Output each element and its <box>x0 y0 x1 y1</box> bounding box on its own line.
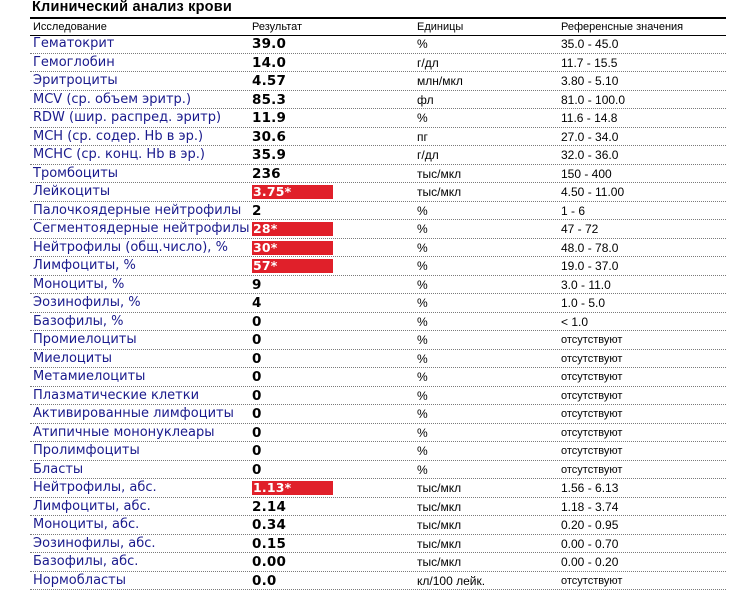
test-name: Лейкоциты <box>33 183 110 201</box>
test-name: MCH (ср. содер. Hb в эр.) <box>33 128 203 146</box>
test-name: Плазматические клетки <box>33 387 199 405</box>
report-title: Клинический анализ крови <box>32 0 232 15</box>
reference-range: отсутствуют <box>561 572 622 590</box>
table-row <box>30 128 726 147</box>
reference-range: 0.00 - 0.70 <box>561 535 618 553</box>
reference-range: отсутствуют <box>561 461 622 479</box>
reference-range: 19.0 - 37.0 <box>561 257 618 275</box>
test-name: Миелоциты <box>33 350 112 368</box>
test-name: MCHC (ср. конц. Hb в эр.) <box>33 146 205 164</box>
test-name: Эозинофилы, абс. <box>33 535 156 553</box>
reference-range: 11.7 - 15.5 <box>561 54 617 72</box>
unit-value: пг <box>417 128 428 146</box>
reference-range: отсутствуют <box>561 405 622 423</box>
result-value: 2 <box>252 202 262 220</box>
result-value: 0.0 <box>252 572 277 590</box>
result-value: 30.6 <box>252 128 286 146</box>
result-value: 4 <box>252 294 262 312</box>
reference-range: 27.0 - 34.0 <box>561 128 618 146</box>
test-name: Пролимфоциты <box>33 442 140 460</box>
test-name: Палочкоядерные нейтрофилы <box>33 202 241 220</box>
reference-range: 150 - 400 <box>561 165 612 183</box>
result-value: 2.14 <box>252 498 286 516</box>
result-value: 11.9 <box>252 109 286 127</box>
reference-range: 3.0 - 11.0 <box>561 276 611 294</box>
table-row <box>30 535 726 554</box>
table-row <box>30 350 726 369</box>
table-row <box>30 387 726 406</box>
result-value-abnormal: 30* <box>252 241 333 255</box>
result-value: 0.15 <box>252 535 286 553</box>
test-name: Сегментоядерные нейтрофилы <box>33 220 250 238</box>
table-row <box>30 461 726 480</box>
reference-range: < 1.0 <box>561 313 588 331</box>
unit-value: % <box>417 313 428 331</box>
table-row <box>30 54 726 73</box>
table-row <box>30 183 726 202</box>
test-name: Эритроциты <box>33 72 118 90</box>
column-header-test: Исследование <box>33 21 107 33</box>
reference-range: отсутствуют <box>561 350 622 368</box>
unit-value: % <box>417 220 428 238</box>
unit-value: % <box>417 109 428 127</box>
table-row <box>30 165 726 184</box>
reference-range: 32.0 - 36.0 <box>561 146 618 164</box>
test-name: Метамиелоциты <box>33 368 145 386</box>
table-row <box>30 368 726 387</box>
reference-range: отсутствуют <box>561 424 622 442</box>
test-name: Базофилы, % <box>33 313 124 331</box>
table-row <box>30 331 726 350</box>
unit-value: % <box>417 257 428 275</box>
test-name: Нормобласты <box>33 572 126 590</box>
unit-value: % <box>417 442 428 460</box>
unit-value: г/дл <box>417 146 439 164</box>
table-row <box>30 516 726 535</box>
table-row <box>30 405 726 424</box>
table-row <box>30 313 726 332</box>
unit-value: кл/100 лейк. <box>417 572 485 590</box>
result-value: 35.9 <box>252 146 286 164</box>
unit-value: тыс/мкл <box>417 553 461 571</box>
test-name: Гематокрит <box>33 35 114 53</box>
result-value: 0 <box>252 387 262 405</box>
test-name: Промиелоциты <box>33 331 137 349</box>
test-name: Нейтрофилы (общ.число), % <box>33 239 228 257</box>
reference-range: отсутствуют <box>561 331 622 349</box>
unit-value: млн/мкл <box>417 72 463 90</box>
table-row <box>30 72 726 91</box>
table-row <box>30 91 726 110</box>
results-table-body <box>30 35 726 590</box>
table-row <box>30 553 726 572</box>
unit-value: тыс/мкл <box>417 535 461 553</box>
title-divider <box>30 17 726 19</box>
column-header-units: Единицы <box>417 21 463 33</box>
unit-value: тыс/мкл <box>417 479 461 497</box>
test-name: Активированные лимфоциты <box>33 405 234 423</box>
result-value: 0.00 <box>252 553 286 571</box>
unit-value: % <box>417 461 428 479</box>
table-row <box>30 202 726 221</box>
reference-range: 4.50 - 11.00 <box>561 183 624 201</box>
unit-value: % <box>417 35 428 53</box>
unit-value: фл <box>417 91 434 109</box>
unit-value: % <box>417 331 428 349</box>
result-value: 0 <box>252 313 262 331</box>
test-name: Тромбоциты <box>33 165 118 183</box>
unit-value: % <box>417 202 428 220</box>
table-row <box>30 220 726 239</box>
unit-value: г/дл <box>417 54 439 72</box>
test-name: Эозинофилы, % <box>33 294 141 312</box>
unit-value: % <box>417 350 428 368</box>
test-name: Гемоглобин <box>33 54 115 72</box>
reference-range: отсутствуют <box>561 368 622 386</box>
table-row <box>30 572 726 590</box>
reference-range: 81.0 - 100.0 <box>561 91 625 109</box>
unit-value: тыс/мкл <box>417 183 461 201</box>
result-value: 39.0 <box>252 35 286 53</box>
table-row <box>30 239 726 258</box>
result-value: 14.0 <box>252 54 286 72</box>
reference-range: 0.20 - 0.95 <box>561 516 618 534</box>
unit-value: тыс/мкл <box>417 516 461 534</box>
unit-value: % <box>417 424 428 442</box>
reference-range: 1.0 - 5.0 <box>561 294 605 312</box>
result-value-abnormal: 1.13* <box>252 481 333 495</box>
reference-range: отсутствуют <box>561 442 622 460</box>
result-value: 236 <box>252 165 281 183</box>
reference-range: 0.00 - 0.20 <box>561 553 618 571</box>
column-header-result: Результат <box>252 21 302 33</box>
result-value-abnormal: 57* <box>252 259 333 273</box>
reference-range: 47 - 72 <box>561 220 598 238</box>
unit-value: % <box>417 294 428 312</box>
reference-range: 1 - 6 <box>561 202 585 220</box>
test-name: MCV (ср. объем эритр.) <box>33 91 191 109</box>
unit-value: тыс/мкл <box>417 165 461 183</box>
result-value: 0 <box>252 461 262 479</box>
result-value: 4.57 <box>252 72 286 90</box>
unit-value: % <box>417 387 428 405</box>
result-value: 0 <box>252 368 262 386</box>
test-name: Моноциты, абс. <box>33 516 139 534</box>
test-name: Бласты <box>33 461 83 479</box>
result-value-abnormal: 28* <box>252 222 333 236</box>
reference-range: 11.6 - 14.8 <box>561 109 617 127</box>
unit-value: % <box>417 368 428 386</box>
table-row <box>30 257 726 276</box>
result-value: 0 <box>252 405 262 423</box>
result-value-abnormal: 3.75* <box>252 185 333 199</box>
test-name: Нейтрофилы, абс. <box>33 479 157 497</box>
unit-value: % <box>417 276 428 294</box>
test-name: Моноциты, % <box>33 276 124 294</box>
unit-value: % <box>417 405 428 423</box>
test-name: Лимфоциты, % <box>33 257 136 275</box>
reference-range: 1.56 - 6.13 <box>561 479 618 497</box>
result-value: 0 <box>252 424 262 442</box>
test-name: Лимфоциты, абс. <box>33 498 151 516</box>
unit-value: тыс/мкл <box>417 498 461 516</box>
reference-range: 48.0 - 78.0 <box>561 239 618 257</box>
result-value: 0.34 <box>252 516 286 534</box>
table-row <box>30 276 726 295</box>
test-name: RDW (шир. распред. эритр) <box>33 109 221 127</box>
table-row <box>30 146 726 165</box>
test-name: Базофилы, абс. <box>33 553 138 571</box>
test-name: Атипичные мононуклеары <box>33 424 215 442</box>
column-header-reference: Референсные значения <box>561 21 683 33</box>
table-row <box>30 35 726 54</box>
result-value: 0 <box>252 442 262 460</box>
result-value: 9 <box>252 276 262 294</box>
unit-value: % <box>417 239 428 257</box>
table-row <box>30 498 726 517</box>
reference-range: 1.18 - 3.74 <box>561 498 618 516</box>
reference-range: 35.0 - 45.0 <box>561 35 618 53</box>
table-row <box>30 294 726 313</box>
reference-range: отсутствуют <box>561 387 622 405</box>
table-row <box>30 442 726 461</box>
table-row <box>30 109 726 128</box>
result-value: 0 <box>252 350 262 368</box>
table-header <box>30 20 726 36</box>
result-value: 0 <box>252 331 262 349</box>
reference-range: 3.80 - 5.10 <box>561 72 618 90</box>
table-row <box>30 479 726 498</box>
table-row <box>30 424 726 443</box>
result-value: 85.3 <box>252 91 286 109</box>
